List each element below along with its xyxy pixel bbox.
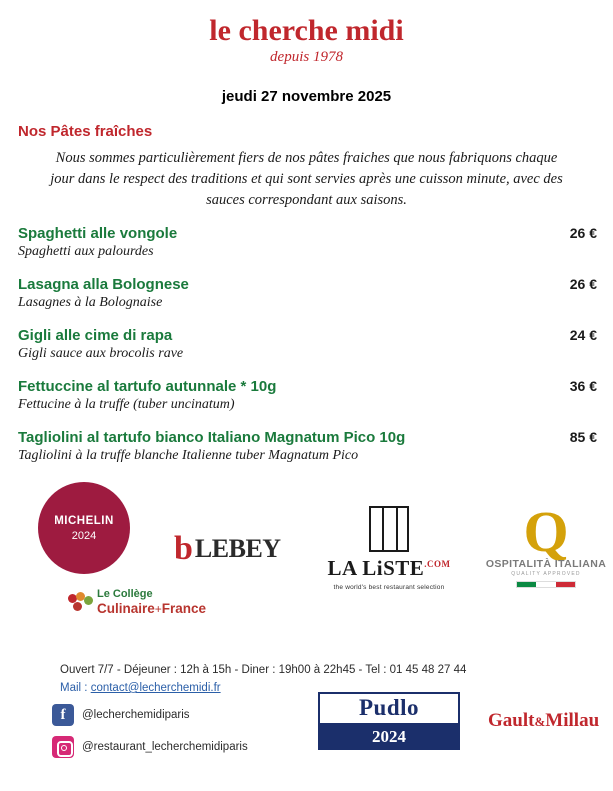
dish-description: Fettucine à la truffe (tuber uncinatum) xyxy=(18,397,235,413)
list-item xyxy=(16,327,597,362)
dish-price: 36 € xyxy=(569,378,597,395)
menu-date: jeudi 27 novembre 2025 xyxy=(221,88,392,105)
dish-description: Gigli sauce aux brocolis rave xyxy=(18,346,184,362)
contact-mail-line xyxy=(16,682,597,694)
college-label-bottom: Culinaire+France xyxy=(97,601,207,617)
lebey-label: LEBEY xyxy=(194,534,281,564)
awards-row xyxy=(16,480,607,626)
mail-label: Mail : xyxy=(60,682,88,694)
laliste-book-icon xyxy=(369,506,409,552)
opening-hours: Ouvert 7/7 - Déjeuner : 12h à 15h - Diner : 19h00 à 22h45 - Tel : 01 45 48 27 44 xyxy=(60,664,467,676)
dish-name: Lasagna alla Bolognese xyxy=(18,276,189,294)
list-item xyxy=(16,429,597,464)
gault-amp: & xyxy=(534,714,546,729)
lebey-mark-icon: b xyxy=(174,530,193,568)
dish-price: 24 € xyxy=(569,327,597,344)
college-label-top: Le Collège xyxy=(97,588,153,601)
facebook-handle: @lecherchemidiparis xyxy=(82,709,190,721)
pudlo-year: 2024 xyxy=(318,725,460,750)
list-item xyxy=(16,276,597,311)
dish-name: Gigli alle cime di rapa xyxy=(18,327,173,345)
dish-description: Tagliolini à la truffe blanche Italienne tuber Magnatum Pico xyxy=(18,448,359,464)
laliste-domain-suffix: .COM xyxy=(424,559,451,570)
italy-flag-icon xyxy=(516,581,576,588)
restaurant-name: le cherche midi xyxy=(209,14,404,47)
college-culinaire-logo xyxy=(68,588,206,618)
dish-price: 26 € xyxy=(569,276,597,293)
instagram-icon xyxy=(52,736,74,758)
ospitalita-label: OSPITALITÀ ITALIANA xyxy=(485,558,607,571)
michelin-label: MICHELIN xyxy=(54,514,114,527)
dish-list xyxy=(16,225,597,464)
laliste-label xyxy=(322,556,456,581)
ospitalita-sublabel: QUALITY APPROVED xyxy=(511,571,581,578)
college-dots-icon xyxy=(68,592,94,614)
lebey-logo xyxy=(174,532,281,566)
list-item xyxy=(16,225,597,260)
dish-description: Spaghetti aux palourdes xyxy=(18,244,154,260)
michelin-year: 2024 xyxy=(71,529,97,542)
footer xyxy=(16,664,600,768)
dish-description: Lasagnes à la Bolognaise xyxy=(18,295,163,311)
ospitalita-logo xyxy=(484,499,608,588)
dish-name: Fettuccine al tartufo autunnale * 10g xyxy=(18,378,277,396)
pudlo-logo xyxy=(318,692,460,750)
section-title: Nos Pâtes fraîches xyxy=(18,123,153,140)
dish-name: Spaghetti alle vongole xyxy=(18,225,178,243)
pudlo-label: Pudlo xyxy=(318,692,460,725)
laliste-name-text: LA LiSTE xyxy=(327,556,425,581)
laliste-logo xyxy=(322,506,456,591)
dish-price: 85 € xyxy=(569,429,597,446)
section-intro: Nous sommes particulièrement fiers de nos pâtes fraiches que nous fabriquons chaque jour dans le respect des traditions et qui sont servies après une cuisson minute, avec des sauces correspondant aux saisons. xyxy=(50,150,563,209)
mail-link[interactable]: contact@lecherchemidi.fr xyxy=(90,682,221,694)
michelin-badge xyxy=(38,482,130,574)
dish-price: 26 € xyxy=(569,225,597,242)
list-item xyxy=(16,378,597,413)
gault-part2: Millau xyxy=(545,710,600,731)
ospitalita-q-icon: Q xyxy=(523,499,569,565)
restaurant-tagline: depuis 1978 xyxy=(270,49,343,65)
laliste-tagline: the world's best restaurant selection xyxy=(333,584,445,592)
instagram-handle: @restaurant_lecherchemidiparis xyxy=(82,741,248,753)
gault-millau-logo xyxy=(488,710,599,732)
gault-part1: Gault xyxy=(488,710,535,731)
facebook-icon: f xyxy=(52,704,74,726)
dish-name: Tagliolini al tartufo bianco Italiano Magnatum Pico 10g xyxy=(18,429,406,447)
